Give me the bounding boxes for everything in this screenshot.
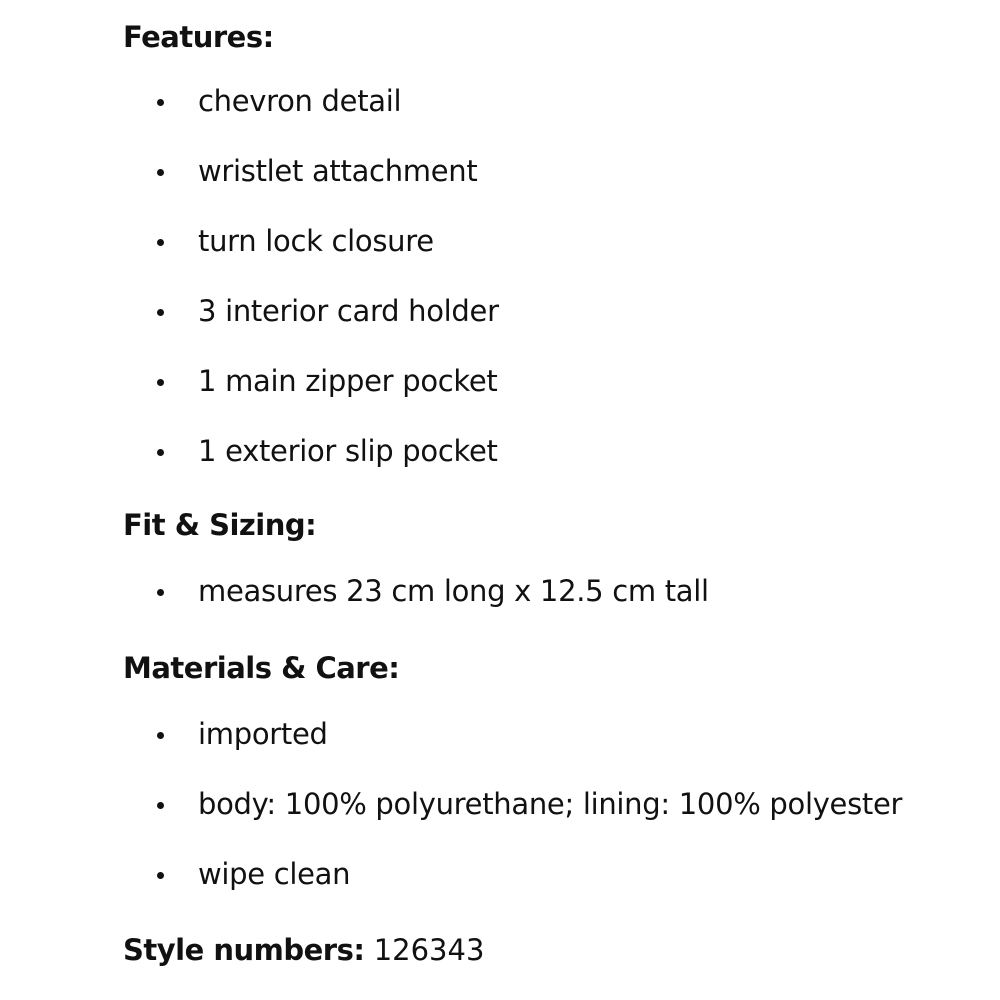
list-item xyxy=(123,83,983,153)
list-item xyxy=(123,573,983,643)
style-numbers-value: 126343 xyxy=(373,933,485,967)
list-item-text: 1 main zipper pocket xyxy=(198,364,498,398)
list-item-text: turn lock closure xyxy=(198,224,434,258)
list-item-text: measures 23 cm long x 12.5 cm tall xyxy=(198,574,709,608)
fit-sizing-section xyxy=(123,507,316,543)
list-item-text: 1 exterior slip pocket xyxy=(198,434,498,468)
bullet-icon xyxy=(157,309,164,316)
fit-sizing-list xyxy=(123,573,983,643)
list-item-text: body: 100% polyurethane; lining: 100% polyester xyxy=(198,787,903,821)
list-item xyxy=(123,433,983,503)
list-item xyxy=(123,293,983,363)
style-numbers xyxy=(123,932,484,968)
list-item-text: chevron detail xyxy=(198,84,402,118)
bullet-icon xyxy=(157,379,164,386)
features-section xyxy=(123,19,274,55)
list-item xyxy=(123,856,983,926)
features-heading: Features: xyxy=(123,20,274,54)
list-item xyxy=(123,716,983,786)
bullet-icon xyxy=(157,872,164,879)
features-list xyxy=(123,83,983,503)
fit-sizing-heading: Fit & Sizing: xyxy=(123,508,317,542)
materials-care-section xyxy=(123,650,399,686)
materials-care-heading: Materials & Care: xyxy=(123,651,400,685)
list-item xyxy=(123,223,983,293)
list-item-text: 3 interior card holder xyxy=(198,294,499,328)
bullet-icon xyxy=(157,99,164,106)
list-item xyxy=(123,786,983,856)
bullet-icon xyxy=(157,732,164,739)
list-item xyxy=(123,363,983,433)
bullet-icon xyxy=(157,169,164,176)
bullet-icon xyxy=(157,589,164,596)
list-item-text: wristlet attachment xyxy=(198,154,478,188)
list-item xyxy=(123,153,983,223)
materials-care-list xyxy=(123,716,983,926)
bullet-icon xyxy=(157,239,164,246)
bullet-icon xyxy=(157,449,164,456)
bullet-icon xyxy=(157,802,164,809)
list-item-text: imported xyxy=(198,717,328,751)
list-item-text: wipe clean xyxy=(198,857,351,891)
style-numbers-label: Style numbers: xyxy=(123,933,365,967)
